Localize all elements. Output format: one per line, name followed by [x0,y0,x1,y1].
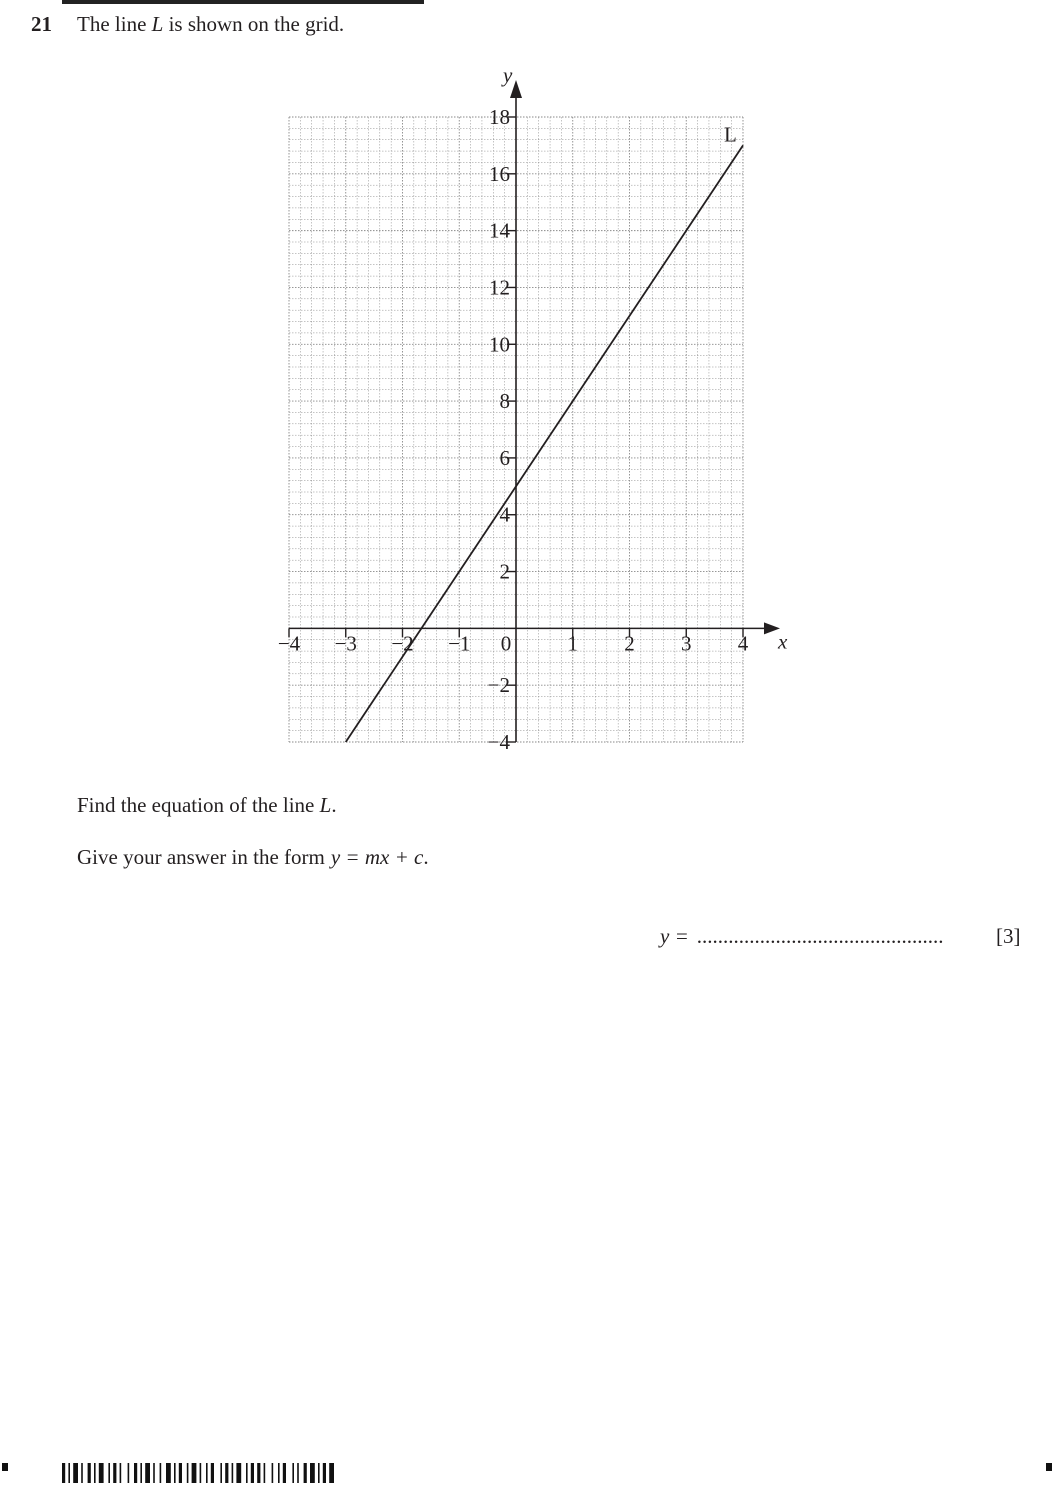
y-tick-label: 2 [499,559,510,584]
marks-label: [3] [996,924,1021,948]
intro-rest: is shown on the grid. [168,12,345,36]
intro-var: L [151,12,164,36]
x-tick-label: −1 [448,631,471,656]
y-tick-label: 4 [499,502,510,527]
y-tick-label: 12 [489,275,510,300]
x-axis-label: x [778,629,788,654]
find-text: Find the equation of the line [77,793,315,817]
x-tick-label: −4 [277,631,301,656]
intro-text: The line [77,12,147,36]
x-tick-label: −2 [391,631,414,656]
answer-line[interactable] [660,924,944,949]
corner-mark-left [2,1463,8,1471]
x-tick-label: 4 [737,631,749,656]
x-tick-label: −3 [334,631,357,656]
bottom-barcode [62,1463,424,1483]
x-tick-label: 2 [624,631,635,656]
give-text: Give your answer in the form [77,845,325,869]
y-tick-label: 18 [489,105,510,129]
y-tick-label: −4 [487,730,510,754]
line-L-label: L [724,122,737,147]
y-tick-label: 16 [489,161,510,186]
y-axis-label: y [503,63,513,87]
x-tick-label: 3 [681,631,692,656]
answer-label: y = [660,924,689,948]
find-instruction [77,793,337,818]
find-end: . [331,793,337,817]
y-tick-label: 6 [499,445,510,470]
y-tick-label: 14 [489,218,510,243]
find-var: L [319,793,332,817]
y-tick-label: −2 [487,673,510,698]
corner-mark-right [1046,1463,1052,1471]
answer-dots: ............................................... [696,924,944,948]
give-form: y = mx + c [330,845,424,869]
give-instruction [77,845,429,870]
y-tick-label: 10 [489,332,510,357]
x-tick-label: 0 [500,631,512,656]
y-tick-label: 8 [499,389,510,414]
give-end: . [423,845,429,869]
question-number: 21 [31,12,52,36]
x-tick-label: 1 [567,631,578,656]
